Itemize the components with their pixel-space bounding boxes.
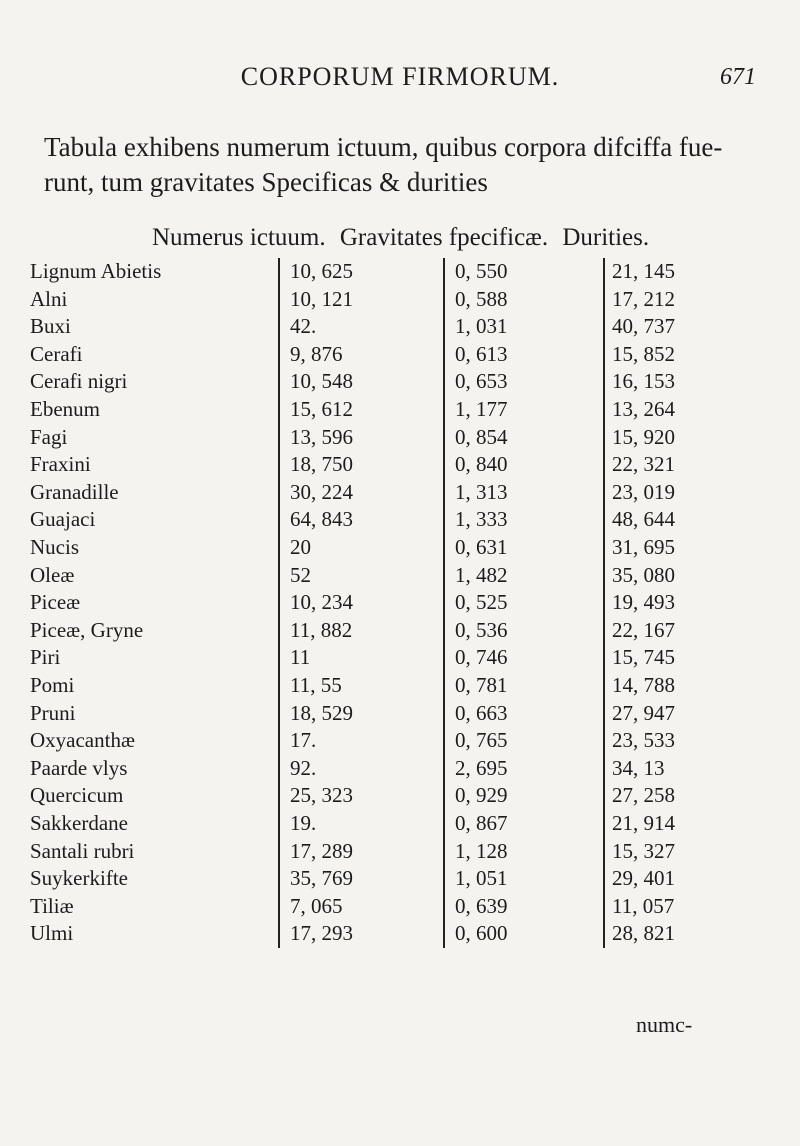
cell-durities: 13, 264	[612, 397, 675, 421]
heading-durities: Durities.	[562, 224, 650, 251]
cell-durities: 28, 821	[612, 921, 675, 946]
table-row	[0, 424, 800, 450]
cell-name: Pomi	[30, 673, 75, 697]
cell-numerus: 7, 065	[290, 893, 343, 918]
cell-durities: 22, 321	[612, 452, 675, 477]
heading-gravitates: Gravitates fpecificæ.	[339, 224, 549, 251]
table-row	[0, 562, 800, 588]
cell-durities: 40, 737	[612, 314, 675, 339]
cell-numerus: 19.	[290, 811, 317, 835]
cell-durities: 27, 258	[612, 783, 675, 808]
cell-name: Piceæ	[30, 590, 81, 615]
cell-durities: 14, 788	[612, 673, 675, 697]
cell-gravitas: 0, 867	[455, 811, 508, 835]
cell-gravitas: 0, 639	[455, 893, 508, 918]
cell-durities: 17, 212	[612, 286, 675, 311]
table-row	[0, 479, 800, 505]
cell-name: Ebenum	[30, 397, 100, 421]
cell-name: Piceæ, Gryne	[30, 617, 144, 642]
cell-durities: 15, 745	[612, 645, 675, 670]
cell-numerus: 35, 769	[290, 866, 353, 891]
table-row	[0, 644, 800, 670]
cell-durities: 29, 401	[612, 866, 675, 891]
table-row	[0, 589, 800, 615]
cell-name: Oleæ	[30, 562, 75, 587]
cell-durities: 19, 493	[612, 590, 675, 615]
column-rule	[443, 258, 445, 948]
cell-gravitas: 0, 840	[455, 452, 508, 477]
cell-name: Cerafi	[30, 341, 83, 366]
catchword: numc-	[636, 1012, 693, 1037]
cell-name: Sakkerdane	[30, 811, 128, 835]
cell-gravitas: 0, 550	[455, 259, 508, 283]
cell-durities: 48, 644	[612, 507, 675, 532]
page-number: 671	[720, 64, 756, 90]
cell-numerus: 15, 612	[290, 397, 353, 421]
column-headings	[152, 224, 792, 252]
cell-durities: 34, 13	[612, 755, 665, 780]
cell-numerus: 52	[290, 562, 311, 587]
cell-numerus: 25, 323	[290, 783, 353, 808]
table-row	[0, 396, 800, 422]
cell-name: Piri	[30, 645, 61, 670]
table-row	[0, 810, 800, 836]
cell-name: Fagi	[30, 424, 68, 449]
cell-name: Quercicum	[30, 783, 124, 808]
cell-name: Santali rubri	[30, 838, 135, 863]
column-rule	[278, 258, 280, 948]
cell-durities: 21, 145	[612, 259, 675, 283]
table-row	[0, 920, 800, 946]
cell-durities: 15, 327	[612, 838, 675, 863]
caption-line-1: Tabula exhibens numerum ictuum, quibus corpora difciffa fue-	[44, 132, 723, 162]
cell-numerus: 17.	[290, 728, 317, 753]
running-head	[0, 62, 800, 92]
cell-numerus: 92.	[290, 755, 317, 780]
cell-name: Ulmi	[30, 921, 74, 946]
cell-numerus: 10, 234	[290, 590, 353, 615]
cell-numerus: 10, 625	[290, 259, 353, 283]
cell-numerus: 17, 289	[290, 838, 353, 863]
table-row	[0, 838, 800, 864]
cell-gravitas: 0, 765	[455, 728, 508, 753]
cell-gravitas: 0, 746	[455, 645, 508, 670]
cell-gravitas: 1, 177	[455, 397, 508, 421]
cell-durities: 27, 947	[612, 700, 675, 725]
cell-name: Paarde vlys	[30, 755, 128, 780]
running-title: CORPORUM FIRMORUM.	[240, 62, 560, 91]
cell-gravitas: 0, 600	[455, 921, 508, 946]
caption-line-2: runt, tum gravitates Specificas & durities	[44, 167, 488, 197]
table-row	[0, 617, 800, 643]
cell-numerus: 42.	[290, 314, 317, 339]
cell-numerus: 18, 529	[290, 700, 353, 725]
cell-gravitas: 1, 313	[455, 479, 508, 504]
cell-name: Tiliæ	[30, 893, 74, 918]
cell-gravitas: 1, 128	[455, 838, 508, 863]
table-row	[0, 865, 800, 891]
cell-durities: 16, 153	[612, 369, 675, 394]
cell-numerus: 30, 224	[290, 479, 353, 504]
table-row	[0, 755, 800, 781]
table-row	[0, 451, 800, 477]
cell-name: Oxyacanthæ	[30, 728, 135, 753]
cell-numerus: 11, 882	[290, 617, 353, 642]
table-row	[0, 341, 800, 367]
cell-name: Pruni	[30, 700, 76, 725]
cell-gravitas: 0, 613	[455, 341, 508, 366]
cell-numerus: 10, 548	[290, 369, 353, 394]
cell-numerus: 18, 750	[290, 452, 353, 477]
table-row	[0, 506, 800, 532]
cell-name: Nucis	[30, 535, 79, 559]
heading-numerus: Numerus ictuum.	[152, 224, 326, 251]
cell-name: Granadille	[30, 479, 119, 504]
cell-gravitas: 0, 929	[455, 783, 508, 808]
table-row	[0, 727, 800, 753]
table-row	[0, 700, 800, 726]
cell-name: Alni	[30, 286, 68, 311]
table-row	[0, 782, 800, 808]
cell-gravitas: 0, 525	[455, 590, 508, 615]
cell-gravitas: 1, 333	[455, 507, 508, 532]
cell-durities: 35, 080	[612, 562, 675, 587]
cell-numerus: 13, 596	[290, 424, 353, 449]
cell-name: Guajaci	[30, 507, 96, 532]
table-row	[0, 672, 800, 698]
table-caption	[44, 130, 764, 200]
cell-gravitas: 0, 536	[455, 617, 508, 642]
table-row	[0, 534, 800, 560]
cell-gravitas: 1, 031	[455, 314, 508, 339]
cell-numerus: 9, 876	[290, 341, 343, 366]
cell-gravitas: 0, 854	[455, 424, 508, 449]
cell-gravitas: 1, 051	[455, 866, 508, 891]
cell-durities: 11, 057	[612, 893, 675, 918]
cell-name: Suykerkifte	[30, 866, 128, 891]
cell-numerus: 11, 55	[290, 673, 342, 697]
cell-name: Cerafi nigri	[30, 369, 128, 394]
cell-numerus: 20	[290, 535, 311, 559]
cell-durities: 23, 533	[612, 728, 675, 753]
cell-durities: 15, 852	[612, 341, 675, 366]
column-rule	[603, 258, 605, 948]
cell-durities: 21, 914	[612, 811, 675, 835]
cell-numerus: 11	[290, 645, 311, 670]
cell-gravitas: 0, 653	[455, 369, 508, 394]
cell-gravitas: 0, 663	[455, 700, 508, 725]
table-row	[0, 313, 800, 339]
cell-durities: 31, 695	[612, 535, 675, 559]
cell-numerus: 64, 843	[290, 507, 353, 532]
table-row	[0, 893, 800, 919]
cell-name: Fraxini	[30, 452, 91, 477]
cell-durities: 23, 019	[612, 479, 675, 504]
cell-gravitas: 0, 588	[455, 286, 508, 311]
cell-durities: 15, 920	[612, 424, 675, 449]
cell-numerus: 17, 293	[290, 921, 353, 946]
cell-durities: 22, 167	[612, 617, 675, 642]
cell-numerus: 10, 121	[290, 286, 353, 311]
table-row	[0, 258, 800, 284]
cell-name: Buxi	[30, 314, 71, 339]
cell-gravitas: 2, 695	[455, 755, 508, 780]
cell-gravitas: 1, 482	[455, 562, 508, 587]
cell-gravitas: 0, 781	[455, 673, 508, 697]
table-row	[0, 286, 800, 312]
cell-name: Lignum Abietis	[30, 259, 162, 283]
cell-gravitas: 0, 631	[455, 535, 508, 559]
table-row	[0, 368, 800, 394]
